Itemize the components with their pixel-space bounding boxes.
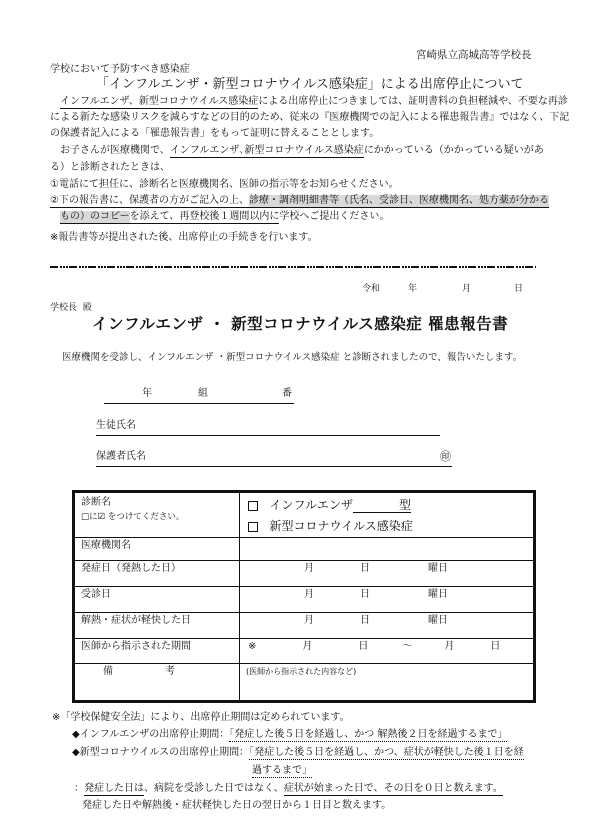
intro-line-1	[60, 97, 568, 107]
addressee	[50, 304, 92, 313]
period-field[interactable]	[240, 639, 535, 664]
visit-label: 受診日	[74, 587, 240, 613]
option-covid[interactable]	[248, 520, 527, 533]
student-name-label: 生徒氏名	[96, 420, 136, 431]
intro-line-2: による新たな感染リスクを減らすなどの目的のため、従来の『医療機関での記入による罹患報告書』ではなく、下記	[50, 112, 570, 123]
onset-field[interactable]	[240, 561, 535, 587]
date-month: 月	[462, 284, 472, 294]
covid-period-note	[72, 748, 524, 758]
remarks-hint: (医師から指示された内容など)	[246, 667, 357, 676]
hospital-label: 医療機関名	[74, 538, 240, 561]
onset-weekday: 曜日	[428, 563, 448, 574]
row-hospital	[74, 538, 535, 561]
step-2-highlight-2: もの）のコピー	[60, 211, 130, 222]
student-name-field[interactable]	[96, 435, 440, 436]
class-label: 組	[198, 388, 208, 399]
influenza-label: インフルエンザ	[269, 498, 353, 512]
hospital-field[interactable]	[240, 538, 535, 561]
category: 学校において予防すべき感染症	[50, 64, 190, 75]
covid-period-1: 「発症した後５日を経過し、かつ、症状が軽快した後１日を経	[249, 747, 524, 758]
visit-month: 月	[304, 589, 314, 600]
date-era: 令和	[362, 284, 381, 294]
procedure-note: ※報告書等が提出された後、出席停止の手続きを行います。	[50, 232, 318, 243]
diagnosis-options-cell	[240, 492, 535, 538]
period-end-day: 日	[490, 641, 501, 652]
diagnosis-prefix: お子さんが医療機関で、	[60, 145, 170, 156]
visit-field[interactable]	[240, 587, 535, 613]
flu-period-note	[72, 730, 507, 740]
onset-underlined-1: 発症した日は	[84, 783, 144, 794]
report-title: インフルエンザ ・ 新型コロナウイルス感染症 罹患報告書	[92, 315, 509, 333]
guardian-name-field[interactable]	[96, 466, 452, 467]
period-start-month: 月	[302, 641, 313, 652]
covid-period-line-2	[252, 766, 312, 776]
covid-label-note: ◆新型コロナウイルスの出席停止期間：	[72, 747, 250, 758]
influenza-type-field[interactable]	[353, 499, 411, 513]
period-tilde: ～	[402, 641, 413, 652]
date-day: 日	[514, 284, 524, 294]
law-note: ※「学校保健安全法」により、出席停止期間は定められています。	[52, 712, 350, 723]
step-2-line-2	[60, 212, 389, 222]
guardian-name-label: 保護者氏名	[96, 451, 146, 462]
flu-period: 「発症した後５日を経過し、かつ 解熱後２日を経過するまで」	[229, 729, 508, 740]
onset-definition	[74, 784, 503, 794]
diagnosis-label-cell	[74, 492, 240, 538]
report-table	[72, 490, 536, 703]
row-visit	[74, 587, 535, 613]
onset-mid: 、病院を受診した日ではなく、	[144, 783, 284, 794]
recovery-month: 月	[304, 615, 314, 626]
diagnosis-line-2: る）と診断されたときは、	[50, 162, 170, 173]
issuer: 宮崎県立高城高等学校長	[416, 49, 532, 61]
step-2-highlight: 診療・調剤明細書等（氏名、受診日、医療機関名、処方薬が分かる	[248, 195, 549, 206]
recovery-field[interactable]	[240, 613, 535, 639]
visit-weekday: 曜日	[428, 589, 448, 600]
influenza-type-label: 型	[398, 498, 411, 512]
addressee-honorific: 殿	[82, 303, 92, 313]
recovery-label: 解熱・症状が軽快した日	[74, 613, 240, 639]
period-end-month: 月	[444, 641, 455, 652]
onset-prefix: ：	[74, 783, 84, 794]
row-onset	[74, 561, 535, 587]
diagnosis-line-1	[60, 146, 544, 156]
flu-label: ◆インフルエンザの出席停止期間：	[72, 729, 230, 740]
step-2-end: 学校へご提出ください。	[279, 211, 390, 222]
diagnosis-suffix: にかかっている（かかっている疑いがあ	[363, 145, 544, 156]
period-start-day: 日	[358, 641, 369, 652]
row-remarks	[74, 664, 535, 702]
grade-label: 年	[142, 388, 152, 399]
covid-checkbox[interactable]	[248, 522, 258, 532]
onset-label: 発症日（発熱した日）	[74, 561, 240, 587]
count-note: 発症した日や解熱後・症状軽快した日の翌日から１日目と数えます。	[82, 800, 392, 811]
step-2-mid: を添えて、再登校後１週間以内に	[129, 211, 280, 222]
remarks-label-1: 備	[103, 666, 113, 677]
step-1: ①電話にて担任に、診断名と医療機関名、医師の指示等をお知らせください。	[50, 179, 399, 190]
intro-text: による出席停止につきましては、証明書料の負担軽減や、不要な再診	[258, 96, 568, 107]
intro-underlined: インフルエンザ、新型コロナウイルス感染症	[60, 96, 259, 107]
option-influenza[interactable]	[248, 499, 527, 513]
diagnosis-underlined: インフルエンザ､新型コロナウイルス感染症	[169, 145, 364, 156]
period-asterisk: ※	[248, 641, 257, 652]
onset-month: 月	[304, 563, 314, 574]
influenza-checkbox[interactable]	[248, 501, 258, 511]
onset-day: 日	[360, 563, 370, 574]
row-diagnosis	[74, 492, 535, 538]
remarks-field[interactable]	[240, 664, 535, 702]
row-recovery	[74, 613, 535, 639]
notice-title: 「インフルエンザ・新型コロナウイルス感染症」による出席停止について	[96, 77, 524, 92]
onset-underlined-2: 症状が始まった日で、その日を０日と数えます。	[283, 783, 503, 794]
diagnosis-hint: □に☑ をつけてください。	[81, 512, 185, 522]
cut-line	[50, 266, 536, 268]
covid-label: 新型コロナウイルス感染症	[269, 519, 413, 534]
number-label: 番	[282, 388, 292, 399]
visit-day: 日	[360, 589, 370, 600]
remarks-label-cell	[74, 664, 240, 702]
date-year: 年	[408, 284, 418, 294]
addressee-name: 学校長	[50, 303, 78, 313]
intro-line-3: の保護者記入による「罹患報告書」をもって証明に替えることとします。	[50, 128, 380, 139]
step-2-prefix: ②下の報告書に、保護者の方がご記入の上、	[50, 195, 249, 206]
diagnosis-label: 診断名	[81, 497, 111, 508]
period-label: 医師から指示された期間	[74, 639, 240, 664]
recovery-day: 日	[360, 615, 370, 626]
recovery-weekday: 曜日	[428, 615, 448, 626]
row-period	[74, 639, 535, 664]
remarks-label-2: 考	[165, 666, 175, 677]
grade-class-number-field[interactable]	[104, 403, 294, 404]
covid-period-2: 過するまで」	[252, 765, 312, 776]
report-statement: 医療機関を受診し、インフルエンザ ・新型コロナウイルス感染症 と診断されましたので、報告いたします。	[62, 352, 523, 363]
step-2-line-1	[50, 196, 549, 206]
seal-icon: ㊞	[440, 450, 451, 463]
